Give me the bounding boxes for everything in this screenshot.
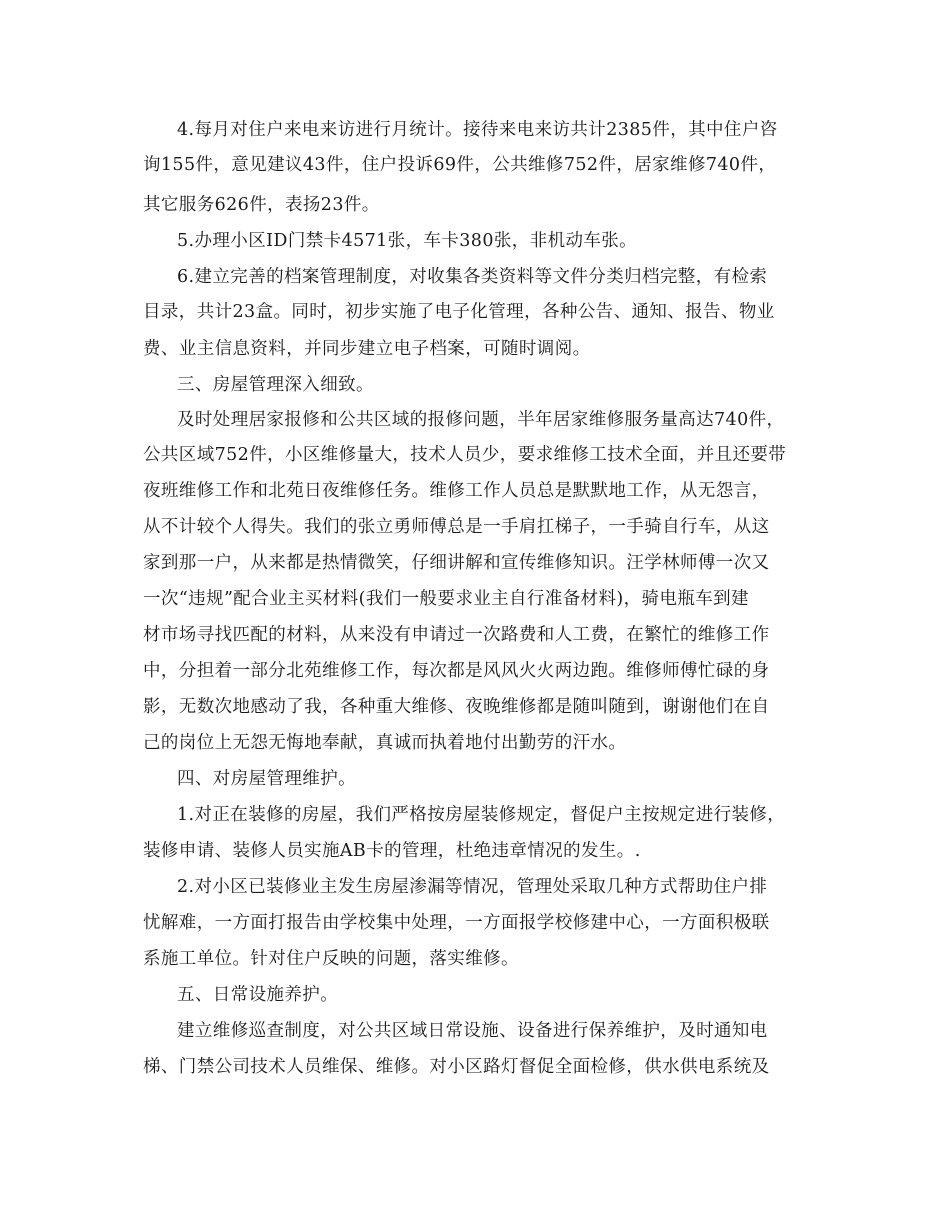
text-line: 己的岗位上无怨无悔地奉献，真诚而执着地付出勤劳的汗水。 xyxy=(143,733,627,753)
text-line: 及时处理居家报修和公共区域的报修问题，半年居家维修服务量高达740件， xyxy=(177,410,785,430)
text-line: 目录，共计23盒。同时，初步实施了电子化管理，各种公告、通知、报告、物业 xyxy=(143,302,775,322)
text-line: 从不计较个人得失。我们的张立勇师傅总是一手肩扛梯子，一手骑自行车，从这 xyxy=(143,517,770,537)
text-line: 梯、门禁公司技术人员维保、维修。对小区路灯督促全面检修，供水供电系统及 xyxy=(143,1057,770,1077)
text-line: 家到那一户，从来都是热情微笑，仔细讲解和宣传维修知识。汪学林师傅一次又 xyxy=(143,553,770,573)
text-line: 其它服务626件，表扬23件。 xyxy=(143,195,380,215)
text-line: 建立维修巡查制度，对公共区域日常设施、设备进行保养维护，及时通知电 xyxy=(177,1021,768,1041)
text-line: 2.对小区已装修业主发生房屋渗漏等情况，管理处采取几种方式帮助住户排 xyxy=(177,877,768,897)
text-line: 一次“违规”配合业主买材料(我们一般要求业主自行准备材料)，骑电瓶车到建 xyxy=(143,589,749,609)
section-heading: 三、房屋管理深入细致。 xyxy=(177,375,374,395)
text-line: 1.对正在装修的房屋，我们严格按房屋装修规定，督促户主按规定进行装修， xyxy=(177,805,786,825)
text-line: 公共区域752件，小区维修量大，技术人员少，要求维修工技术全面，并且还要带 xyxy=(143,445,787,465)
text-line: 影，无数次地感动了我，各种重大维修、夜晚维修都是随叫随到，谢谢他们在自 xyxy=(143,697,770,717)
text-line: 5.办理小区ID门禁卡4571张，车卡380张，非机动车张。 xyxy=(177,231,638,251)
text-line: 费、业主信息资料，并同步建立电子档案，可随时调阅。 xyxy=(143,339,591,359)
text-line: 4.每月对住户来电来访进行月统计。接待来电来访共计2385件，其中住户咨 xyxy=(177,120,778,140)
text-line: 询155件，意见建议43件，住户投诉69件，公共维修752件，居家维修740件， xyxy=(143,155,777,175)
section-heading: 五、日常设施养护。 xyxy=(177,985,339,1005)
text-line: 忧解难，一方面打报告由学校集中处理，一方面报学校修建中心，一方面积极联 xyxy=(143,913,770,933)
text-line: 夜班维修工作和北苑日夜维修任务。维修工作人员总是默默地工作，从无怨言， xyxy=(143,481,770,501)
text-line: 装修申请、装修人员实施AB卡的管理，杜绝违章情况的发生。. xyxy=(143,841,641,861)
text-line: 6.建立完善的档案管理制度，对收集各类资料等文件分类归档完整，有检索 xyxy=(177,267,768,287)
section-heading: 四、对房屋管理维护。 xyxy=(177,769,356,789)
text-line: 材市场寻找匹配的材料，从来没有申请过一次路费和人工费，在繁忙的维修工作 xyxy=(143,625,770,645)
text-line: 系施工单位。针对住户反映的问题，落实维修。 xyxy=(143,949,519,969)
text-line: 中，分担着一部分北苑维修工作，每次都是风风火火两边跑。维修师傅忙碌的身 xyxy=(143,661,770,681)
